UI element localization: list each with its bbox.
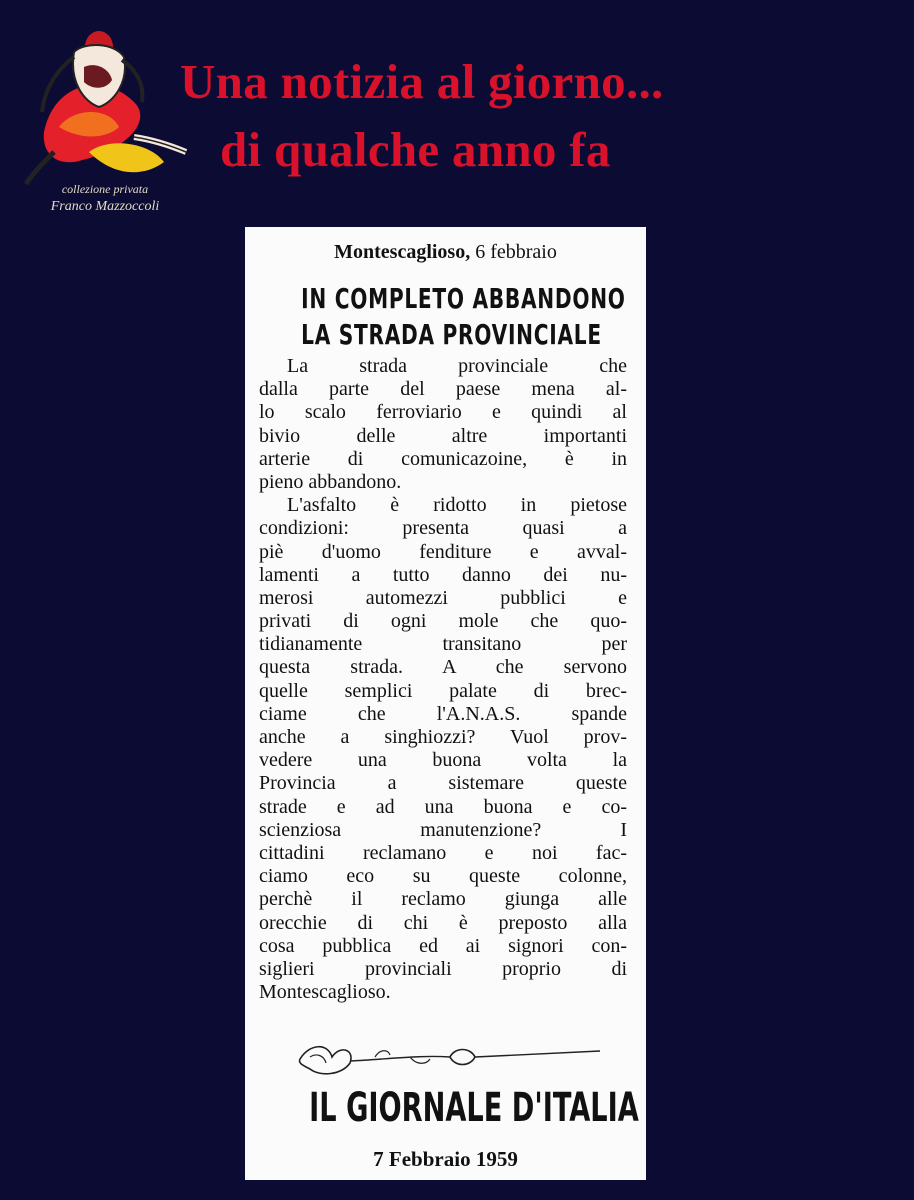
logo-caption-line1: collezione privata <box>61 182 149 196</box>
article-line: bivio delle altre importanti <box>259 424 627 447</box>
article-line: cosa pubblica ed ai signori con- <box>259 934 627 957</box>
floral-ornament-icon <box>280 1035 610 1083</box>
article-line: lo scalo ferroviario e quindi al <box>259 401 627 424</box>
article-line: strade e ad una buona e co- <box>259 795 627 818</box>
article-line: pieno abbandono. <box>259 470 402 493</box>
article-title-line2: LA STRADA PROVINCIALE <box>301 318 602 351</box>
collection-logo <box>14 12 194 222</box>
article-line: Montescaglioso. <box>259 981 391 1004</box>
publication-date: 7 Febbraio 1959 <box>373 1147 518 1171</box>
dateline-date: 6 febbraio <box>475 241 557 263</box>
article-line: Provincia a sistemare queste <box>259 772 627 795</box>
article-line: privati di ogni mole che quo- <box>259 610 627 633</box>
headline-line1: Una notizia al giorno... <box>180 54 664 109</box>
logo-caption <box>20 180 190 216</box>
article-line: orecchie di chi è preposto alla <box>259 911 627 934</box>
article-dateline <box>245 241 646 264</box>
article-line: tidianamente transitano per <box>259 633 627 656</box>
article-body <box>259 355 627 1004</box>
article-line: dalla parte del paese mena al- <box>259 378 627 401</box>
article-line: arterie di comunicazoine, è in <box>259 447 627 470</box>
article-line: condizioni: presenta quasi a <box>259 517 627 540</box>
article-line: perchè il reclamo giunga alle <box>259 888 627 911</box>
article-line: La strada provinciale che <box>287 355 627 377</box>
page-headline <box>180 48 900 184</box>
article-title <box>301 281 626 353</box>
article-line: cittadini reclamano e noi fac- <box>259 841 627 864</box>
article-line: piè d'uomo fenditure e avval- <box>259 540 627 563</box>
newspaper-clipping <box>245 227 646 1180</box>
headline-line2: di qualche anno fa <box>220 122 611 177</box>
article-title-line1: IN COMPLETO ABBANDONO <box>301 282 626 315</box>
article-line: L'asfalto è ridotto in pietose <box>287 494 627 517</box>
article-line: lamenti a tutto danno dei nu- <box>259 563 627 586</box>
article-line: scienziosa manutenzione? I <box>259 818 627 841</box>
article-line: ciamo eco su queste colonne, <box>259 865 627 888</box>
logo-caption-line2: Franco Mazzoccoli <box>50 199 160 214</box>
article-line: anche a singhiozzi? Vuol prov- <box>259 726 627 748</box>
dateline-place: Montescaglioso, <box>334 241 471 263</box>
article-line: quelle semplici palate di brec- <box>259 679 627 702</box>
dancer-figure-icon <box>14 12 194 192</box>
article-line: siglieri provinciali proprio di <box>259 957 627 980</box>
article-line: questa strada. A che servono <box>259 656 627 679</box>
article-line: ciame che l'A.N.A.S. spande <box>259 702 627 725</box>
newspaper-name: IL GIORNALE D'ITALIA <box>309 1085 639 1131</box>
article-line: vedere una buona volta la <box>259 749 627 772</box>
article-line: merosi automezzi pubblici e <box>259 586 627 609</box>
